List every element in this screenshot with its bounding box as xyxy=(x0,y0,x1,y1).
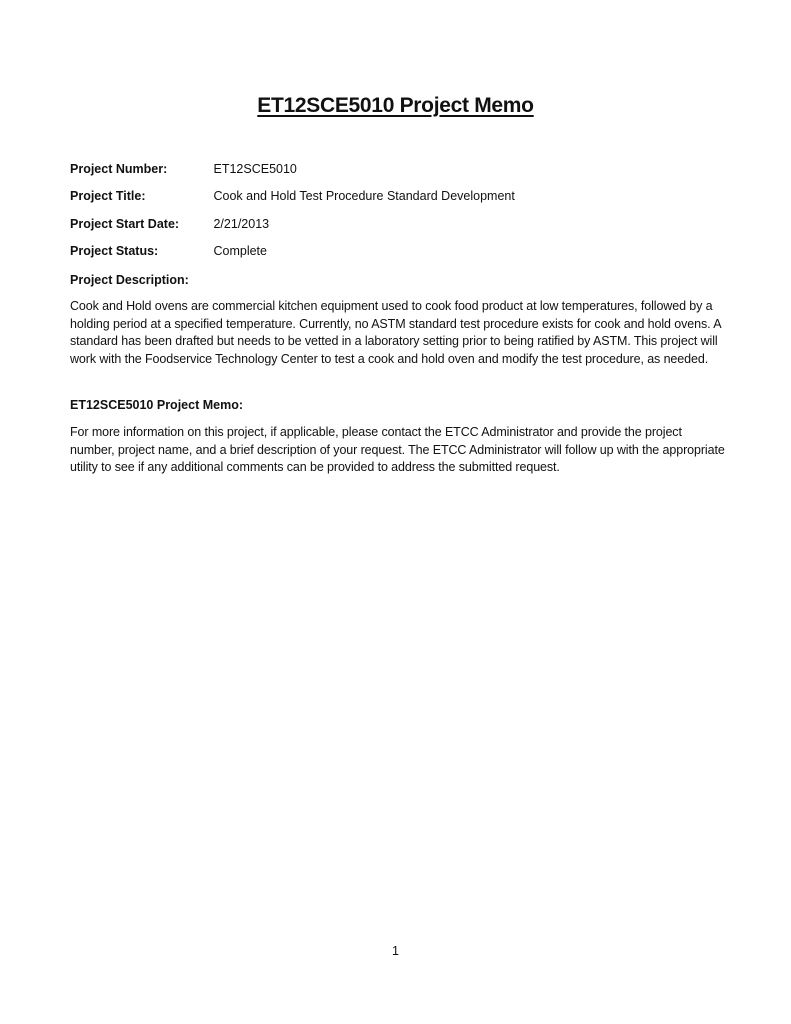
project-memo-label: ET12SCE5010 Project Memo: xyxy=(70,398,243,412)
project-start-date-row xyxy=(70,216,269,232)
project-number-value: ET12SCE5010 xyxy=(213,162,297,176)
project-number-label: Project Number: xyxy=(70,162,168,176)
project-status-row xyxy=(70,243,267,259)
document-title: ET12SCE5010 Project Memo xyxy=(257,94,534,117)
project-start-date-label: Project Start Date: xyxy=(70,217,180,231)
project-status-value: Complete xyxy=(213,244,267,258)
project-title-row xyxy=(70,188,515,204)
project-number-row xyxy=(70,161,297,177)
page-number: 1 xyxy=(392,944,399,958)
project-memo-text: For more information on this project, if applicable, please contact the ETCC Administrator and provide the project number, project name, and a brief description of your request. The ETCC Administrator will follow up with the appropriate utility to see if any additional comments can be provided to address the submitted request. xyxy=(70,425,725,475)
project-title-label: Project Title: xyxy=(70,189,146,203)
project-description-text: Cook and Hold ovens are commercial kitchen equipment used to cook food product at low temperatures, followed by a holding period at a specified temperature. Currently, no ASTM standard test procedure exists for cook and hold ovens. A standard has been drafted but needs to be vetted in a laboratory setting prior to being ratified by ASTM. This project will work with the Foodservice Technology Center to test a cook and hold oven and modify the test procedure, as needed. xyxy=(70,299,721,366)
project-title-value: Cook and Hold Test Procedure Standard Development xyxy=(213,189,515,203)
project-start-date-value: 2/21/2013 xyxy=(213,217,270,231)
project-description-label: Project Description: xyxy=(70,273,189,287)
project-status-label: Project Status: xyxy=(70,244,159,258)
